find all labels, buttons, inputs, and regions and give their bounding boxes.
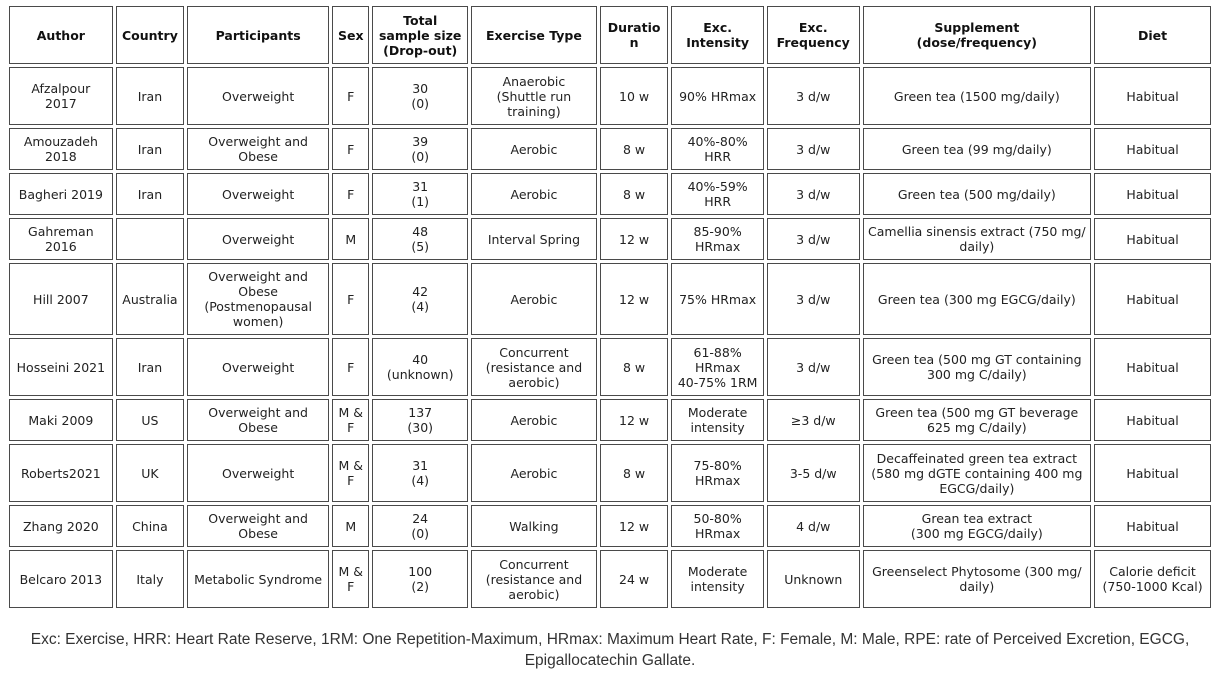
header-sex: Sex	[332, 6, 369, 64]
cell-text: M	[345, 231, 357, 247]
cell-text: 42 (4)	[411, 284, 430, 314]
cell-duration	[600, 338, 668, 396]
table-row	[9, 399, 1211, 441]
cell-text: 40 (unknown)	[386, 352, 454, 382]
cell-text: 8 w	[623, 359, 646, 375]
header-exc-intensity: Exc. Intensity	[671, 6, 764, 64]
cell-sex	[332, 505, 369, 547]
cell-text: Moderate intensity	[687, 405, 748, 435]
cell-exc-frequency	[767, 173, 860, 215]
cell-author	[9, 173, 113, 215]
cell-text: F	[347, 186, 355, 202]
cell-duration	[600, 173, 668, 215]
cell-supplement	[863, 399, 1092, 441]
cell-text: M & F	[338, 564, 363, 594]
table-row	[9, 263, 1211, 335]
table-row	[9, 173, 1211, 215]
cell-exc-frequency	[767, 444, 860, 502]
cell-sample-size	[372, 444, 468, 502]
cell-exc-intensity	[671, 550, 764, 608]
cell-author	[9, 128, 113, 170]
header-country: Country	[116, 6, 184, 64]
header-supplement: Supplement (dose/frequency)	[863, 6, 1092, 64]
cell-text: 40%-80% HRR	[687, 134, 748, 164]
cell-exc-frequency	[767, 550, 860, 608]
cell-text: Overweight and Obese	[208, 134, 308, 164]
cell-text: 31 (4)	[411, 458, 430, 488]
cell-duration	[600, 399, 668, 441]
cell-text: Habitual	[1126, 186, 1179, 202]
cell-text: Moderate intensity	[687, 564, 748, 594]
cell-text: 12 w	[619, 518, 650, 534]
cell-text: Habitual	[1126, 518, 1179, 534]
table-row	[9, 67, 1211, 125]
table-body	[9, 67, 1211, 608]
cell-text: Australia	[122, 291, 178, 307]
cell-duration	[600, 444, 668, 502]
cell-exc-intensity	[671, 505, 764, 547]
cell-exc-frequency	[767, 399, 860, 441]
cell-sample-size	[372, 338, 468, 396]
cell-text: Grean tea extract (300 mg EGCG/daily)	[910, 511, 1043, 541]
cell-supplement	[863, 505, 1092, 547]
cell-exc-intensity	[671, 444, 764, 502]
cell-sex	[332, 444, 369, 502]
cell-participants	[187, 128, 329, 170]
cell-sex	[332, 67, 369, 125]
cell-text: F	[347, 291, 355, 307]
cell-text: 3 d/w	[796, 359, 831, 375]
cell-exercise-type	[471, 263, 597, 335]
cell-text: Habitual	[1126, 88, 1179, 104]
cell-diet	[1094, 128, 1211, 170]
cell-text: Amouzadeh 2018	[23, 134, 98, 164]
cell-text: Concurrent (resistance and aerobic)	[485, 556, 583, 602]
cell-country	[116, 505, 184, 547]
cell-supplement	[863, 338, 1092, 396]
cell-country	[116, 263, 184, 335]
cell-exercise-type	[471, 505, 597, 547]
cell-sample-size	[372, 173, 468, 215]
table-row	[9, 218, 1211, 260]
cell-text: Greenselect Phytosome (300 mg/ daily)	[872, 564, 1082, 594]
cell-country	[116, 550, 184, 608]
cell-author	[9, 399, 113, 441]
cell-exc-intensity	[671, 67, 764, 125]
cell-text: Habitual	[1126, 291, 1179, 307]
header-exc-frequency: Exc. Frequency	[767, 6, 860, 64]
cell-text: 24 (0)	[411, 511, 430, 541]
cell-exercise-type	[471, 338, 597, 396]
header-author: Author	[9, 6, 113, 64]
cell-text: 3 d/w	[796, 291, 831, 307]
cell-text: Camellia sinensis extract (750 mg/ daily)	[868, 224, 1086, 254]
cell-exc-intensity	[671, 263, 764, 335]
cell-sex	[332, 173, 369, 215]
cell-sex	[332, 263, 369, 335]
cell-text: Overweight and Obese (Postmenopausal women)	[204, 269, 312, 329]
cell-text: 10 w	[619, 88, 650, 104]
cell-text: M & F	[338, 405, 363, 435]
cell-sex	[332, 399, 369, 441]
cell-supplement	[863, 173, 1092, 215]
cell-participants	[187, 263, 329, 335]
cell-participants	[187, 399, 329, 441]
cell-text: Habitual	[1126, 359, 1179, 375]
table-header	[9, 6, 1211, 64]
cell-participants	[187, 173, 329, 215]
table-row	[9, 444, 1211, 502]
cell-text: Overweight	[222, 88, 295, 104]
cell-text: Green tea (1500 mg/daily)	[893, 88, 1060, 104]
cell-text: Concurrent (resistance and aerobic)	[485, 344, 583, 390]
cell-text: F	[347, 88, 355, 104]
cell-text: Calorie deficit (750-1000 Kcal)	[1102, 564, 1203, 594]
cell-diet	[1094, 338, 1211, 396]
cell-diet	[1094, 444, 1211, 502]
cell-country	[116, 67, 184, 125]
cell-text: Habitual	[1126, 231, 1179, 247]
cell-text: 8 w	[623, 465, 646, 481]
cell-text: 90% HRmax	[679, 88, 757, 104]
cell-text: 39 (0)	[411, 134, 430, 164]
cell-text: Walking	[509, 518, 559, 534]
header-exercise-type: Exercise Type	[471, 6, 597, 64]
cell-country	[116, 128, 184, 170]
cell-country	[116, 173, 184, 215]
cell-text: Iran	[137, 359, 163, 375]
cell-exc-intensity	[671, 173, 764, 215]
cell-text: M & F	[338, 458, 363, 488]
cell-text: 3-5 d/w	[789, 465, 837, 481]
cell-text: 61-88% HRmax 40-75% 1RM	[677, 344, 758, 390]
cell-text: 12 w	[619, 231, 650, 247]
cell-exercise-type	[471, 550, 597, 608]
cell-duration	[600, 505, 668, 547]
cell-exercise-type	[471, 399, 597, 441]
cell-participants	[187, 550, 329, 608]
cell-text: Zhang 2020	[22, 518, 99, 534]
cell-supplement	[863, 444, 1092, 502]
cell-text: Habitual	[1126, 141, 1179, 157]
cell-text: Habitual	[1126, 412, 1179, 428]
cell-participants	[187, 338, 329, 396]
cell-sex	[332, 218, 369, 260]
cell-exercise-type	[471, 67, 597, 125]
cell-duration	[600, 550, 668, 608]
cell-text: Hosseini 2021	[16, 359, 106, 375]
cell-text: Interval Spring	[487, 231, 581, 247]
cell-text: Aerobic	[510, 141, 558, 157]
table-row	[9, 338, 1211, 396]
cell-exc-frequency	[767, 338, 860, 396]
cell-text: Overweight	[222, 465, 295, 481]
cell-text: Iran	[137, 186, 163, 202]
cell-participants	[187, 505, 329, 547]
cell-text: Metabolic Syndrome	[194, 571, 323, 587]
cell-text: 100 (2)	[408, 564, 433, 594]
cell-text: Anaerobic (Shuttle run training)	[496, 73, 572, 119]
cell-text: 8 w	[623, 141, 646, 157]
cell-text: UK	[141, 465, 159, 481]
cell-sample-size	[372, 263, 468, 335]
cell-country	[116, 444, 184, 502]
cell-duration	[600, 263, 668, 335]
cell-duration	[600, 128, 668, 170]
cell-text: 75-80% HRmax	[693, 458, 742, 488]
cell-text: Roberts2021	[20, 465, 101, 481]
study-table	[6, 3, 1214, 611]
cell-sex	[332, 128, 369, 170]
cell-text: Aerobic	[510, 291, 558, 307]
header-participants: Participants	[187, 6, 329, 64]
cell-text: 12 w	[619, 412, 650, 428]
cell-exc-intensity	[671, 399, 764, 441]
cell-exc-frequency	[767, 263, 860, 335]
cell-text: Green tea (99 mg/daily)	[901, 141, 1052, 157]
header-sample-size: Total sample size (Drop-out)	[372, 6, 468, 64]
cell-sex	[332, 338, 369, 396]
cell-sample-size	[372, 67, 468, 125]
cell-text: Maki 2009	[28, 412, 94, 428]
cell-author	[9, 444, 113, 502]
cell-country	[116, 218, 184, 260]
cell-country	[116, 399, 184, 441]
cell-exercise-type	[471, 173, 597, 215]
cell-author	[9, 263, 113, 335]
cell-text: 40%-59% HRR	[687, 179, 748, 209]
cell-text: Aerobic	[510, 412, 558, 428]
cell-text: Aerobic	[510, 186, 558, 202]
cell-text: Green tea (500 mg/daily)	[897, 186, 1056, 202]
cell-text: China	[132, 518, 168, 534]
cell-exc-frequency	[767, 67, 860, 125]
cell-sample-size	[372, 505, 468, 547]
cell-diet	[1094, 263, 1211, 335]
cell-text: Green tea (500 mg GT beverage 625 mg C/daily)	[875, 405, 1079, 435]
table-row	[9, 505, 1211, 547]
cell-text: 75% HRmax	[679, 291, 757, 307]
cell-duration	[600, 67, 668, 125]
cell-sample-size	[372, 218, 468, 260]
cell-text: Habitual	[1126, 465, 1179, 481]
cell-text: Belcaro 2013	[19, 571, 103, 587]
cell-supplement	[863, 128, 1092, 170]
cell-text: 50-80% HRmax	[693, 511, 742, 541]
cell-text: Iran	[137, 88, 163, 104]
cell-text: Green tea (300 mg EGCG/daily)	[877, 291, 1076, 307]
cell-text: Hill 2007	[33, 291, 89, 307]
cell-text: Afzalpour 2017	[31, 81, 91, 111]
cell-text: Gahreman 2016	[28, 224, 94, 254]
cell-duration	[600, 218, 668, 260]
header-row	[9, 6, 1211, 64]
cell-text: Overweight and Obese	[208, 405, 308, 435]
cell-text: Iran	[137, 141, 163, 157]
cell-text: Italy	[136, 571, 164, 587]
cell-country	[116, 338, 184, 396]
cell-text: ≥3 d/w	[790, 412, 836, 428]
table-row	[9, 128, 1211, 170]
cell-text: 8 w	[623, 186, 646, 202]
cell-text: Green tea (500 mg GT containing 300 mg C/daily)	[872, 352, 1082, 382]
cell-text: 30 (0)	[411, 81, 430, 111]
cell-author	[9, 67, 113, 125]
cell-exc-frequency	[767, 505, 860, 547]
cell-author	[9, 218, 113, 260]
cell-sample-size	[372, 550, 468, 608]
cell-text: 31 (1)	[411, 179, 430, 209]
cell-text: Overweight	[222, 231, 295, 247]
cell-exc-intensity	[671, 338, 764, 396]
cell-text: F	[347, 359, 355, 375]
cell-exc-frequency	[767, 218, 860, 260]
cell-text: Bagheri 2019	[18, 186, 103, 202]
header-duration: Duration	[600, 6, 668, 64]
cell-supplement	[863, 263, 1092, 335]
cell-text: US	[141, 412, 159, 428]
cell-sample-size	[372, 399, 468, 441]
cell-sex	[332, 550, 369, 608]
cell-sample-size	[372, 128, 468, 170]
cell-text: Overweight and Obese	[208, 511, 308, 541]
cell-exc-intensity	[671, 128, 764, 170]
cell-author	[9, 338, 113, 396]
cell-text: 137 (30)	[407, 405, 434, 435]
cell-diet	[1094, 67, 1211, 125]
cell-exercise-type	[471, 444, 597, 502]
cell-author	[9, 505, 113, 547]
cell-participants	[187, 444, 329, 502]
cell-text: 3 d/w	[796, 141, 831, 157]
cell-text: 3 d/w	[796, 231, 831, 247]
cell-exercise-type	[471, 128, 597, 170]
cell-diet	[1094, 173, 1211, 215]
table-footnote: Exc: Exercise, HRR: Heart Rate Reserve, 1RM: One Repetition-Maximum, HRmax: Maximum Heart Rate, F: Female, M: Male, RPE: rate of Perceived Excretion, EGCG, Epigallocatechin Gallate.	[30, 631, 1190, 669]
cell-text: 48 (5)	[411, 224, 430, 254]
cell-text: Decaffeinated green tea extract (580 mg dGTE containing 400 mg EGCG/daily)	[871, 450, 1083, 496]
cell-diet	[1094, 399, 1211, 441]
cell-diet	[1094, 218, 1211, 260]
cell-exc-frequency	[767, 128, 860, 170]
table-row	[9, 550, 1211, 608]
header-diet: Diet	[1094, 6, 1211, 64]
cell-text: 3 d/w	[796, 186, 831, 202]
cell-participants	[187, 67, 329, 125]
cell-author	[9, 550, 113, 608]
cell-text: 24 w	[619, 571, 650, 587]
cell-text: Overweight	[222, 359, 295, 375]
cell-supplement	[863, 550, 1092, 608]
cell-text: 85-90% HRmax	[693, 224, 742, 254]
cell-diet	[1094, 550, 1211, 608]
cell-text: 4 d/w	[796, 518, 831, 534]
cell-supplement	[863, 218, 1092, 260]
cell-exercise-type	[471, 218, 597, 260]
cell-supplement	[863, 67, 1092, 125]
cell-text: F	[347, 141, 355, 157]
cell-text: Unknown	[784, 571, 843, 587]
cell-text: 12 w	[619, 291, 650, 307]
cell-participants	[187, 218, 329, 260]
cell-diet	[1094, 505, 1211, 547]
cell-text: Aerobic	[510, 465, 558, 481]
cell-text: M	[345, 518, 357, 534]
cell-text: 3 d/w	[796, 88, 831, 104]
cell-text: Overweight	[222, 186, 295, 202]
cell-exc-intensity	[671, 218, 764, 260]
